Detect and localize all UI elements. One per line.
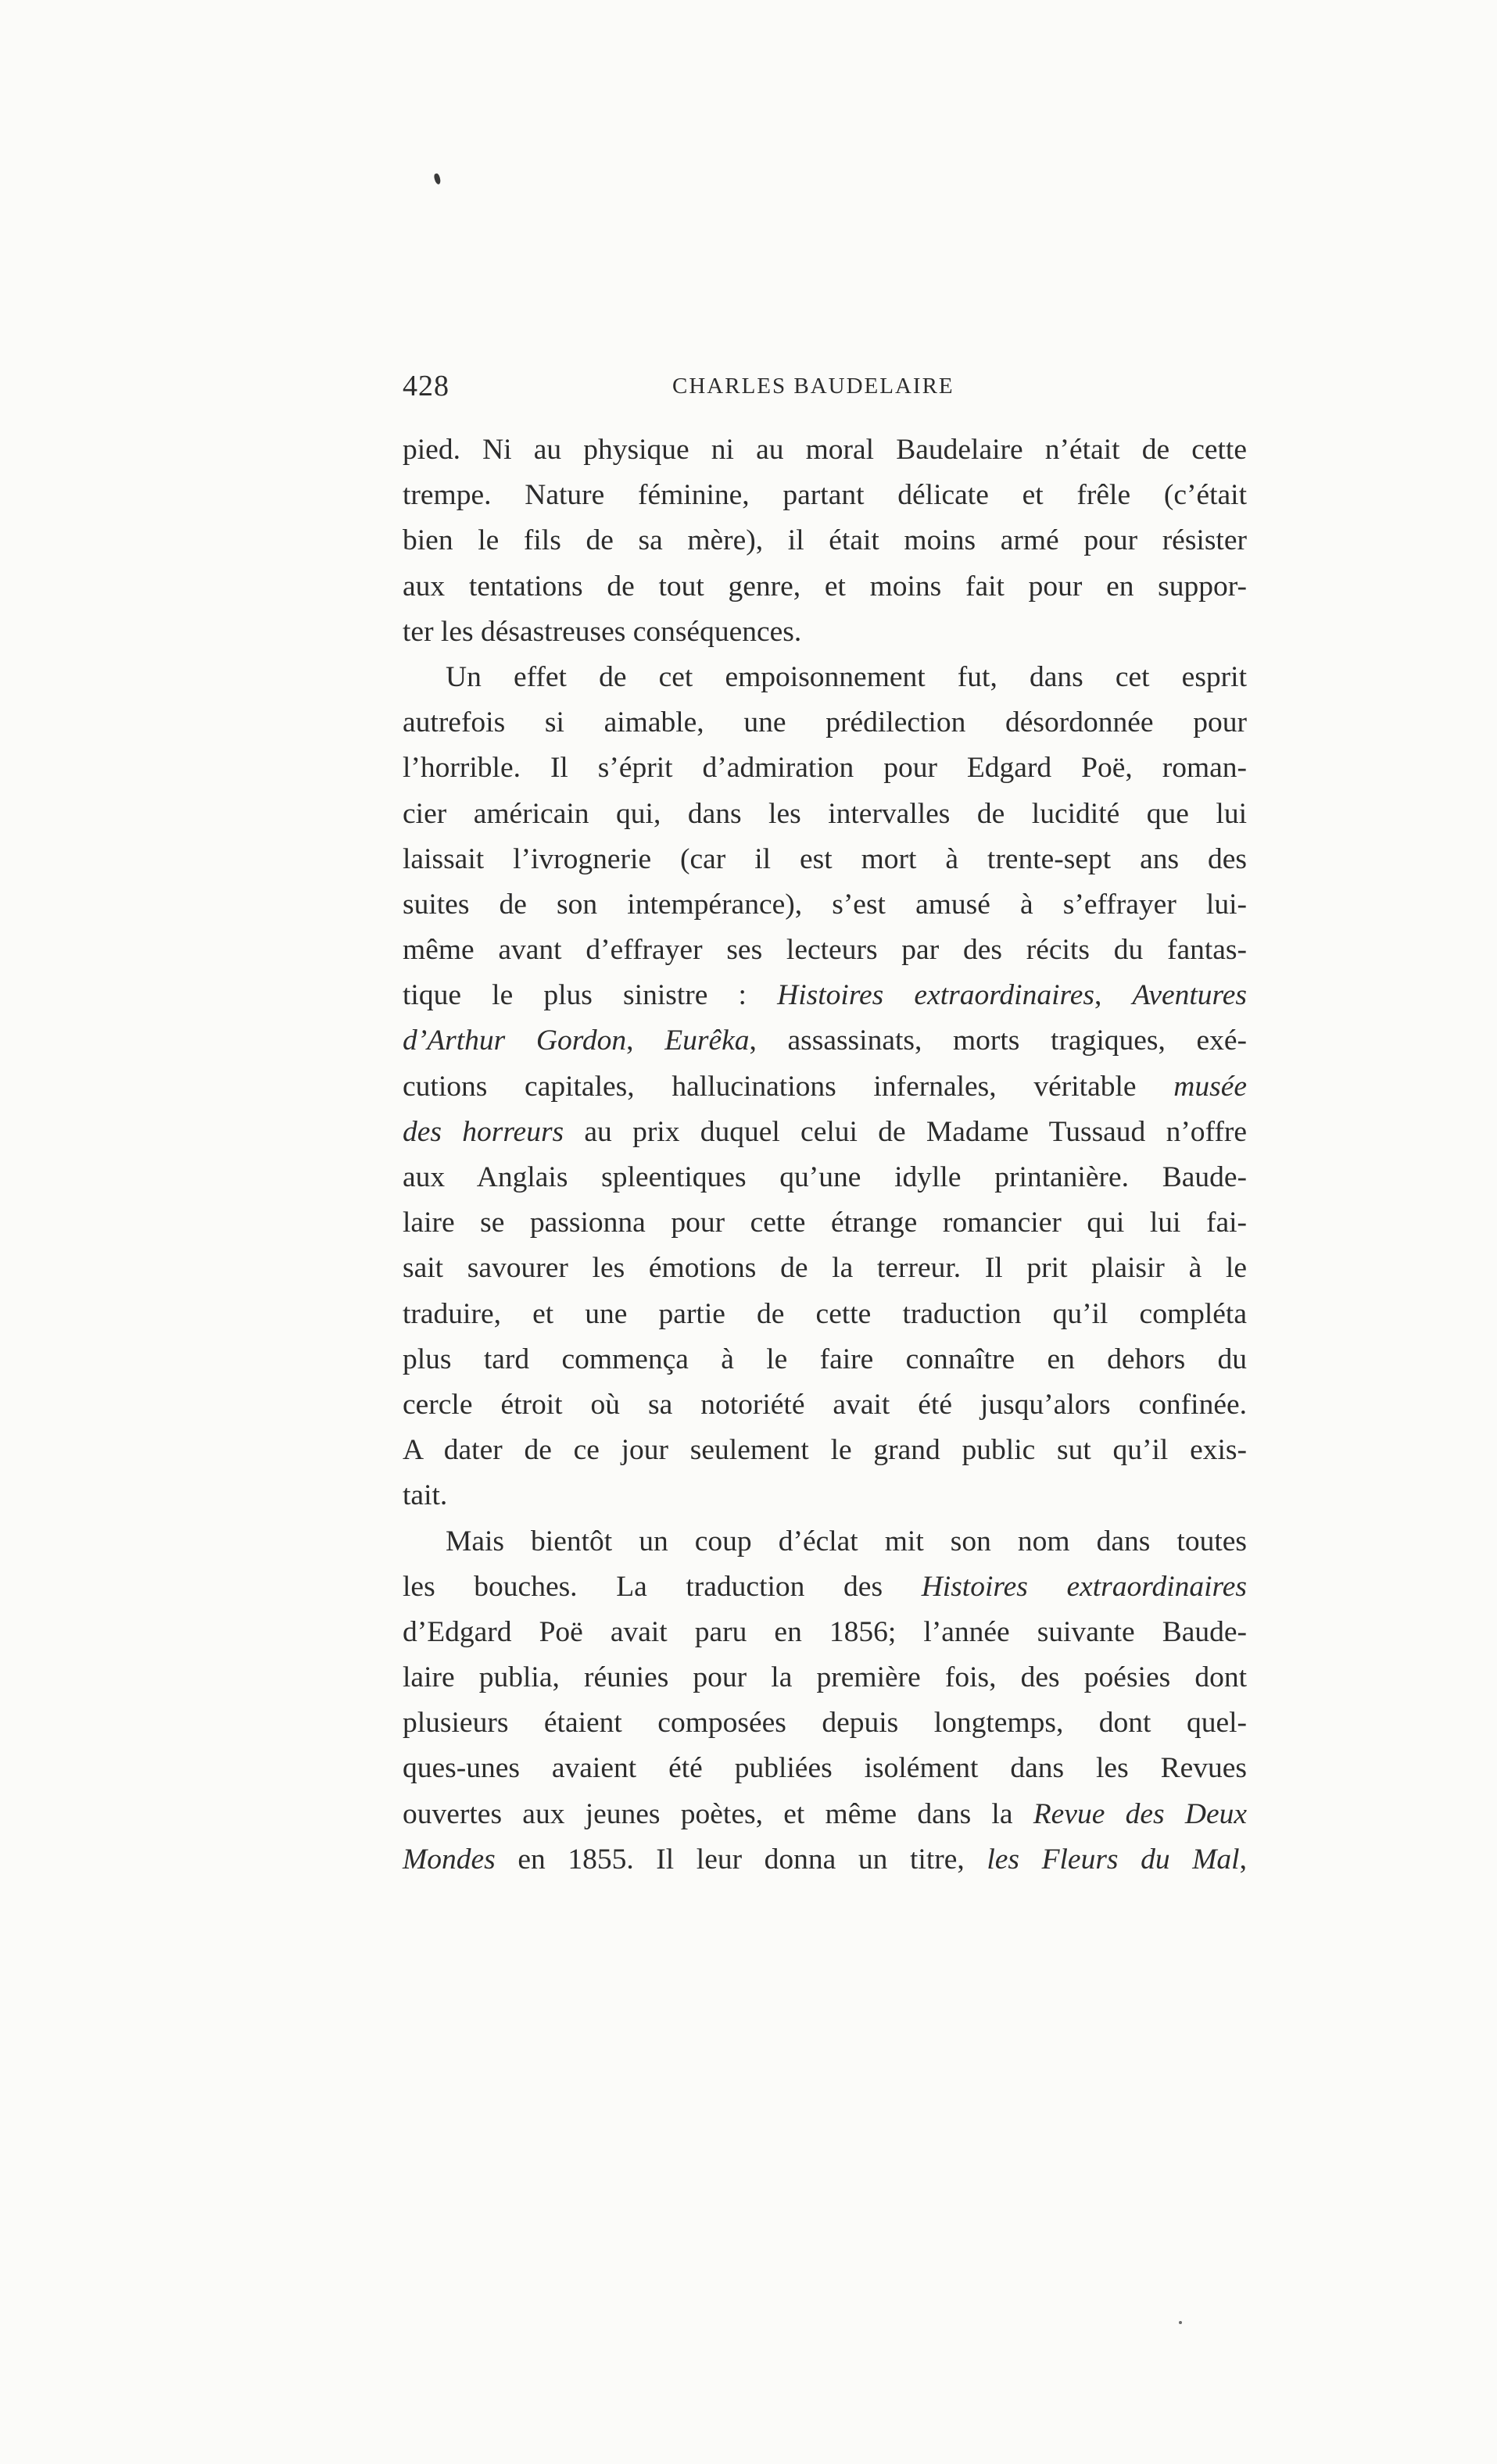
text-line (403, 1337, 1247, 1382)
text-segment: cier américain qui, dans les intervalles de lucidité que lui (403, 797, 1247, 830)
italic-title: Eurêka (664, 1025, 750, 1057)
text-segment: A dater de ce jour seulement le grand public sut qu’il exis- (403, 1434, 1247, 1467)
text-line (403, 1473, 1247, 1518)
text-segment: au prix duquel celui de Madame Tussaud n’offre (564, 1115, 1247, 1148)
text-segment: ouvertes aux jeunes poètes, et même dans la (403, 1797, 1033, 1830)
text-line (403, 1428, 1247, 1473)
text-line (403, 1519, 1247, 1565)
text-segment: sait savourer les émotions de la terreur. Il prit plaisir à le (403, 1252, 1247, 1285)
text-line (403, 1246, 1247, 1291)
text-line (403, 610, 1247, 655)
body-text (403, 427, 1247, 1883)
text-segment: , (626, 1025, 665, 1057)
text-segment: laissait l’ivrognerie (car il est mort à trente-sept ans des (403, 842, 1247, 875)
italic-title: Revue des Deux (1033, 1797, 1247, 1830)
text-segment: traduire, et une partie de cette traduction qu’il compléta (403, 1297, 1247, 1330)
text-line (403, 1792, 1247, 1837)
text-line (403, 1655, 1247, 1700)
ink-dot (1179, 2321, 1182, 2324)
text-segment: tique le plus sinistre : (403, 979, 778, 1012)
text-segment: , assassinats, morts tragiques, exé- (749, 1025, 1248, 1057)
italic-title: musée (1173, 1070, 1247, 1103)
text-line (403, 973, 1247, 1018)
text-segment: , (1094, 979, 1133, 1012)
text-segment: en 1855. Il leur donna un titre, (495, 1843, 987, 1876)
text-segment: bien le fils de sa mère), il était moins armé pour résister (403, 524, 1247, 557)
italic-title: les Fleurs du Mal (987, 1843, 1240, 1876)
text-segment: Mais bientôt un coup d’éclat mit son nom dans toutes (446, 1525, 1247, 1557)
text-segment: aux tentations de tout genre, et moins fait pour en suppor- (403, 570, 1247, 603)
text-segment: ques-unes avaient été publiées isolément dans les Revues (403, 1752, 1247, 1785)
text-segment: plusieurs étaient composées depuis longtemps, dont quel- (403, 1707, 1247, 1740)
text-segment: cercle étroit où sa notoriété avait été jusqu’alors confinée. (403, 1388, 1247, 1421)
text-line (403, 1110, 1247, 1155)
text-segment: d’Edgard Poë avait paru en 1856; l’année suivante Baude- (403, 1615, 1247, 1648)
text-segment: laire se passionna pour cette étrange romancier qui lui fai- (403, 1207, 1247, 1239)
text-line (403, 1200, 1247, 1246)
text-line (403, 928, 1247, 973)
italic-title: des horreurs (403, 1115, 564, 1148)
text-segment: suites de son intempérance), s’est amusé à s’effrayer lui- (403, 888, 1247, 921)
text-line (403, 1292, 1247, 1337)
text-segment: autrefois si aimable, une prédilection désordonnée pour (403, 706, 1247, 739)
text-line (403, 1064, 1247, 1110)
text-line (403, 1155, 1247, 1200)
text-line (403, 1565, 1247, 1610)
text-line (403, 564, 1247, 610)
text-line (403, 518, 1247, 563)
text-segment: plus tard commença à le faire connaître en dehors du (403, 1343, 1247, 1375)
text-line (403, 1837, 1247, 1883)
text-line (403, 1018, 1247, 1064)
page-header (403, 369, 1247, 409)
text-line (403, 1382, 1247, 1428)
ink-speck (433, 173, 441, 184)
italic-title: d’Arthur Gordon (403, 1025, 627, 1057)
running-head: CHARLES BAUDELAIRE (672, 374, 954, 399)
text-segment: les bouches. La traduction des (403, 1570, 922, 1603)
text-line (403, 427, 1247, 473)
italic-title: Histoires extraordinaires (921, 1570, 1247, 1603)
text-segment: , (1239, 1843, 1247, 1876)
text-line (403, 655, 1247, 700)
italic-title: Aventures (1132, 979, 1247, 1012)
text-line (403, 700, 1247, 746)
text-line (403, 746, 1247, 791)
text-segment: pied. Ni au physique ni au moral Baudelaire n’était de cette (403, 434, 1247, 466)
text-line (403, 1746, 1247, 1791)
text-segment: laire publia, réunies pour la première fois, des poésies dont (403, 1661, 1247, 1694)
text-segment: tait. (403, 1479, 448, 1512)
text-line (403, 1610, 1247, 1655)
text-segment: ter les désastreuses conséquences. (403, 615, 802, 648)
text-line (403, 473, 1247, 518)
text-line (403, 792, 1247, 837)
text-segment: aux Anglais spleentiques qu’une idylle printanière. Baude- (403, 1161, 1247, 1193)
italic-title: Histoires extraordinaires (777, 979, 1094, 1012)
text-segment: même avant d’effrayer ses lecteurs par des récits du fantas- (403, 934, 1247, 967)
text-line (403, 882, 1247, 928)
text-line (403, 1700, 1247, 1746)
text-segment: cutions capitales, hallucinations infernales, véritable (403, 1070, 1174, 1103)
italic-title: Mondes (403, 1843, 496, 1876)
text-segment: Un effet de cet empoisonnement fut, dans cet esprit (446, 660, 1247, 693)
text-segment: trempe. Nature féminine, partant délicate et frêle (c’était (403, 479, 1247, 512)
text-segment: l’horrible. Il s’éprit d’admiration pour Edgard Poë, roman- (403, 752, 1247, 785)
text-line (403, 837, 1247, 882)
page-number: 428 (403, 370, 449, 402)
